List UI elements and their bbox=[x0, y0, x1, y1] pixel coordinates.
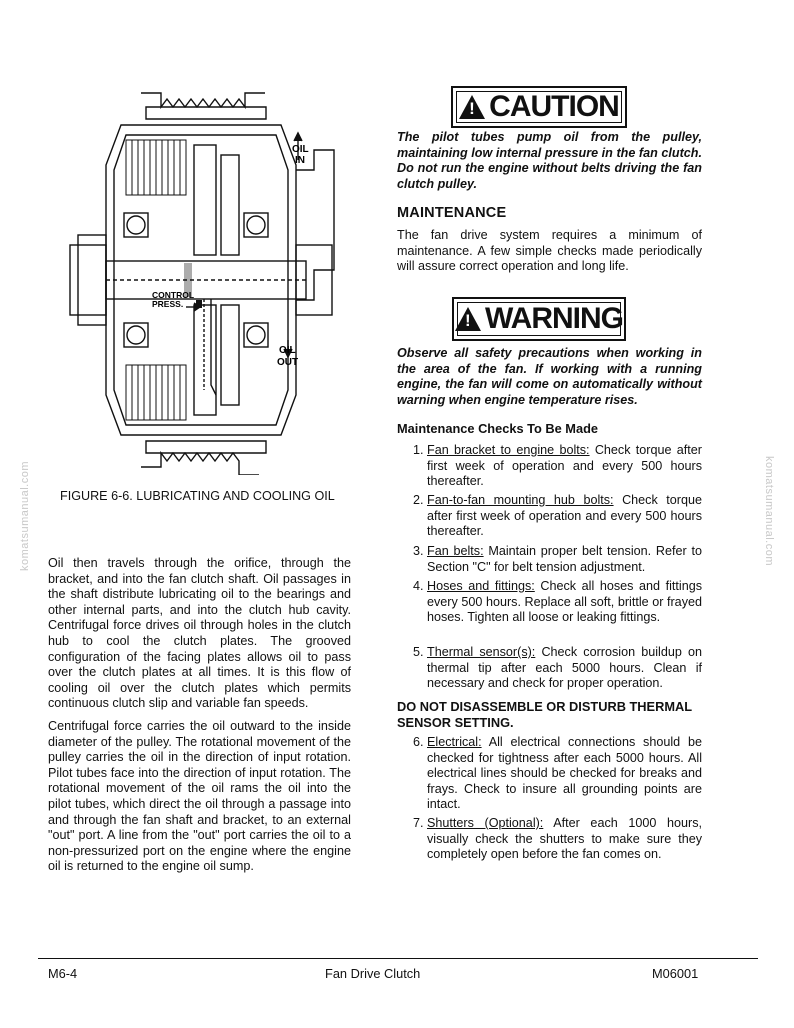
thermal-notice: DO NOT DISASSEMBLE OR DISTURB THERMAL SENSOR SETTING. bbox=[397, 699, 692, 730]
warning-label: WARNING bbox=[485, 302, 623, 335]
watermark-right: komatsumanual.com bbox=[763, 456, 775, 566]
figure-diagram bbox=[66, 85, 338, 475]
list-item: 6. Electrical: All electrical connections should be checked for tightness after each 5000 hours. All electrical lines should be checked for breaks and frays. Check to insure all grounding points are intact. bbox=[413, 735, 702, 812]
warning-triangle-icon bbox=[455, 307, 481, 331]
list-item: 2. Fan-to-fan mounting hub bolts: Check torque after first week of operation and every 500 hours thereafter. bbox=[413, 493, 702, 539]
footer-doc-code: M06001 bbox=[652, 966, 699, 981]
list-item: 1. Fan bracket to engine bolts: Check torque after first week of operation and every 500 hours thereafter. bbox=[413, 443, 702, 489]
footer-page-number: M6-4 bbox=[48, 966, 78, 981]
warning-text: Observe all safety precautions when working in the area of the fan. If working with a running engine, the fan will come on automatically without warning when engine temperature rises. bbox=[397, 346, 702, 407]
label-control-1: CONTROL bbox=[152, 290, 195, 300]
footer-rule bbox=[38, 958, 758, 959]
list-item: 4. Hoses and fittings: Check all hoses and fittings every 500 hours. Replace all soft, brittle or frayed hoses. Tighten all loose or leaking fittings. bbox=[413, 579, 703, 625]
label-oil-in-1: OIL bbox=[292, 144, 309, 155]
footer-title: Fan Drive Clutch bbox=[325, 966, 421, 981]
label-oil-in-2: IN bbox=[295, 155, 305, 166]
warning-sign bbox=[452, 297, 626, 341]
figure-caption: FIGURE 6-6. LUBRICATING AND COOLING OIL bbox=[60, 489, 335, 503]
caution-label: CAUTION bbox=[489, 90, 619, 123]
list-item: 5. Thermal sensor(s): Check corrosion buildup on thermal tip after each 5000 hours. Clean if necessary and check for proper operation. bbox=[413, 645, 702, 691]
maintenance-text: The fan drive system requires a minimum of maintenance. A few simple checks made periodically will assure correct operation and long life. bbox=[397, 228, 702, 274]
label-oil-out-1: OIL bbox=[279, 345, 296, 356]
checks-heading: Maintenance Checks To Be Made bbox=[397, 421, 599, 436]
caution-text: The pilot tubes pump oil from the pulley, maintaining low internal pressure in the fan clutch. Do not run the engine without belts driving the fan clutch pulley. bbox=[397, 130, 702, 191]
body-paragraph-1: Oil then travels through the orifice, through the bracket, and into the fan clutch shaft. Oil passages in the shaft distribute lubricating oil to the bearings and other internal parts, and into the clutch hub cavity. Centrifugal force drives oil through holes in the clutch hub to cool the clutch plates. The grooved configuration of the facing plates allows oil to pass over the clutch plates at all times. It is this flow of cooling oil over the clutch plates which permits continuous clutch slip and variable fan speeds. bbox=[48, 556, 351, 711]
list-item: 3. Fan belts: Maintain proper belt tension. Refer to Section "C" for belt tension adjustment. bbox=[413, 544, 702, 574]
label-control-2: PRESS. bbox=[152, 299, 184, 309]
caution-sign bbox=[451, 86, 627, 128]
maintenance-heading: MAINTENANCE bbox=[397, 205, 507, 221]
label-oil-out-2: OUT bbox=[277, 357, 299, 368]
caution-triangle-icon bbox=[459, 95, 485, 119]
watermark-left: komatsumanual.com bbox=[19, 461, 31, 571]
body-paragraph-2: Centrifugal force carries the oil outward to the inside diameter of the pulley. The rotational movement of the pulley carries the oil in the direction of input rotation. Pilot tubes face into the direction of input rotation. The rotational movement of the oil rams the oil into the pilot tubes, which direct the oil through a passage into and through the fan shaft and bracket, to an external "out" port. A line from the "out" port carries the oil to a non-pressurized port on the engine where the engine oil is returned to the engine oil sump. bbox=[48, 719, 351, 874]
list-item: 7. Shutters (Optional): After each 1000 hours, visually check the shutters to make sure they completely open before the fan comes on. bbox=[413, 816, 702, 862]
